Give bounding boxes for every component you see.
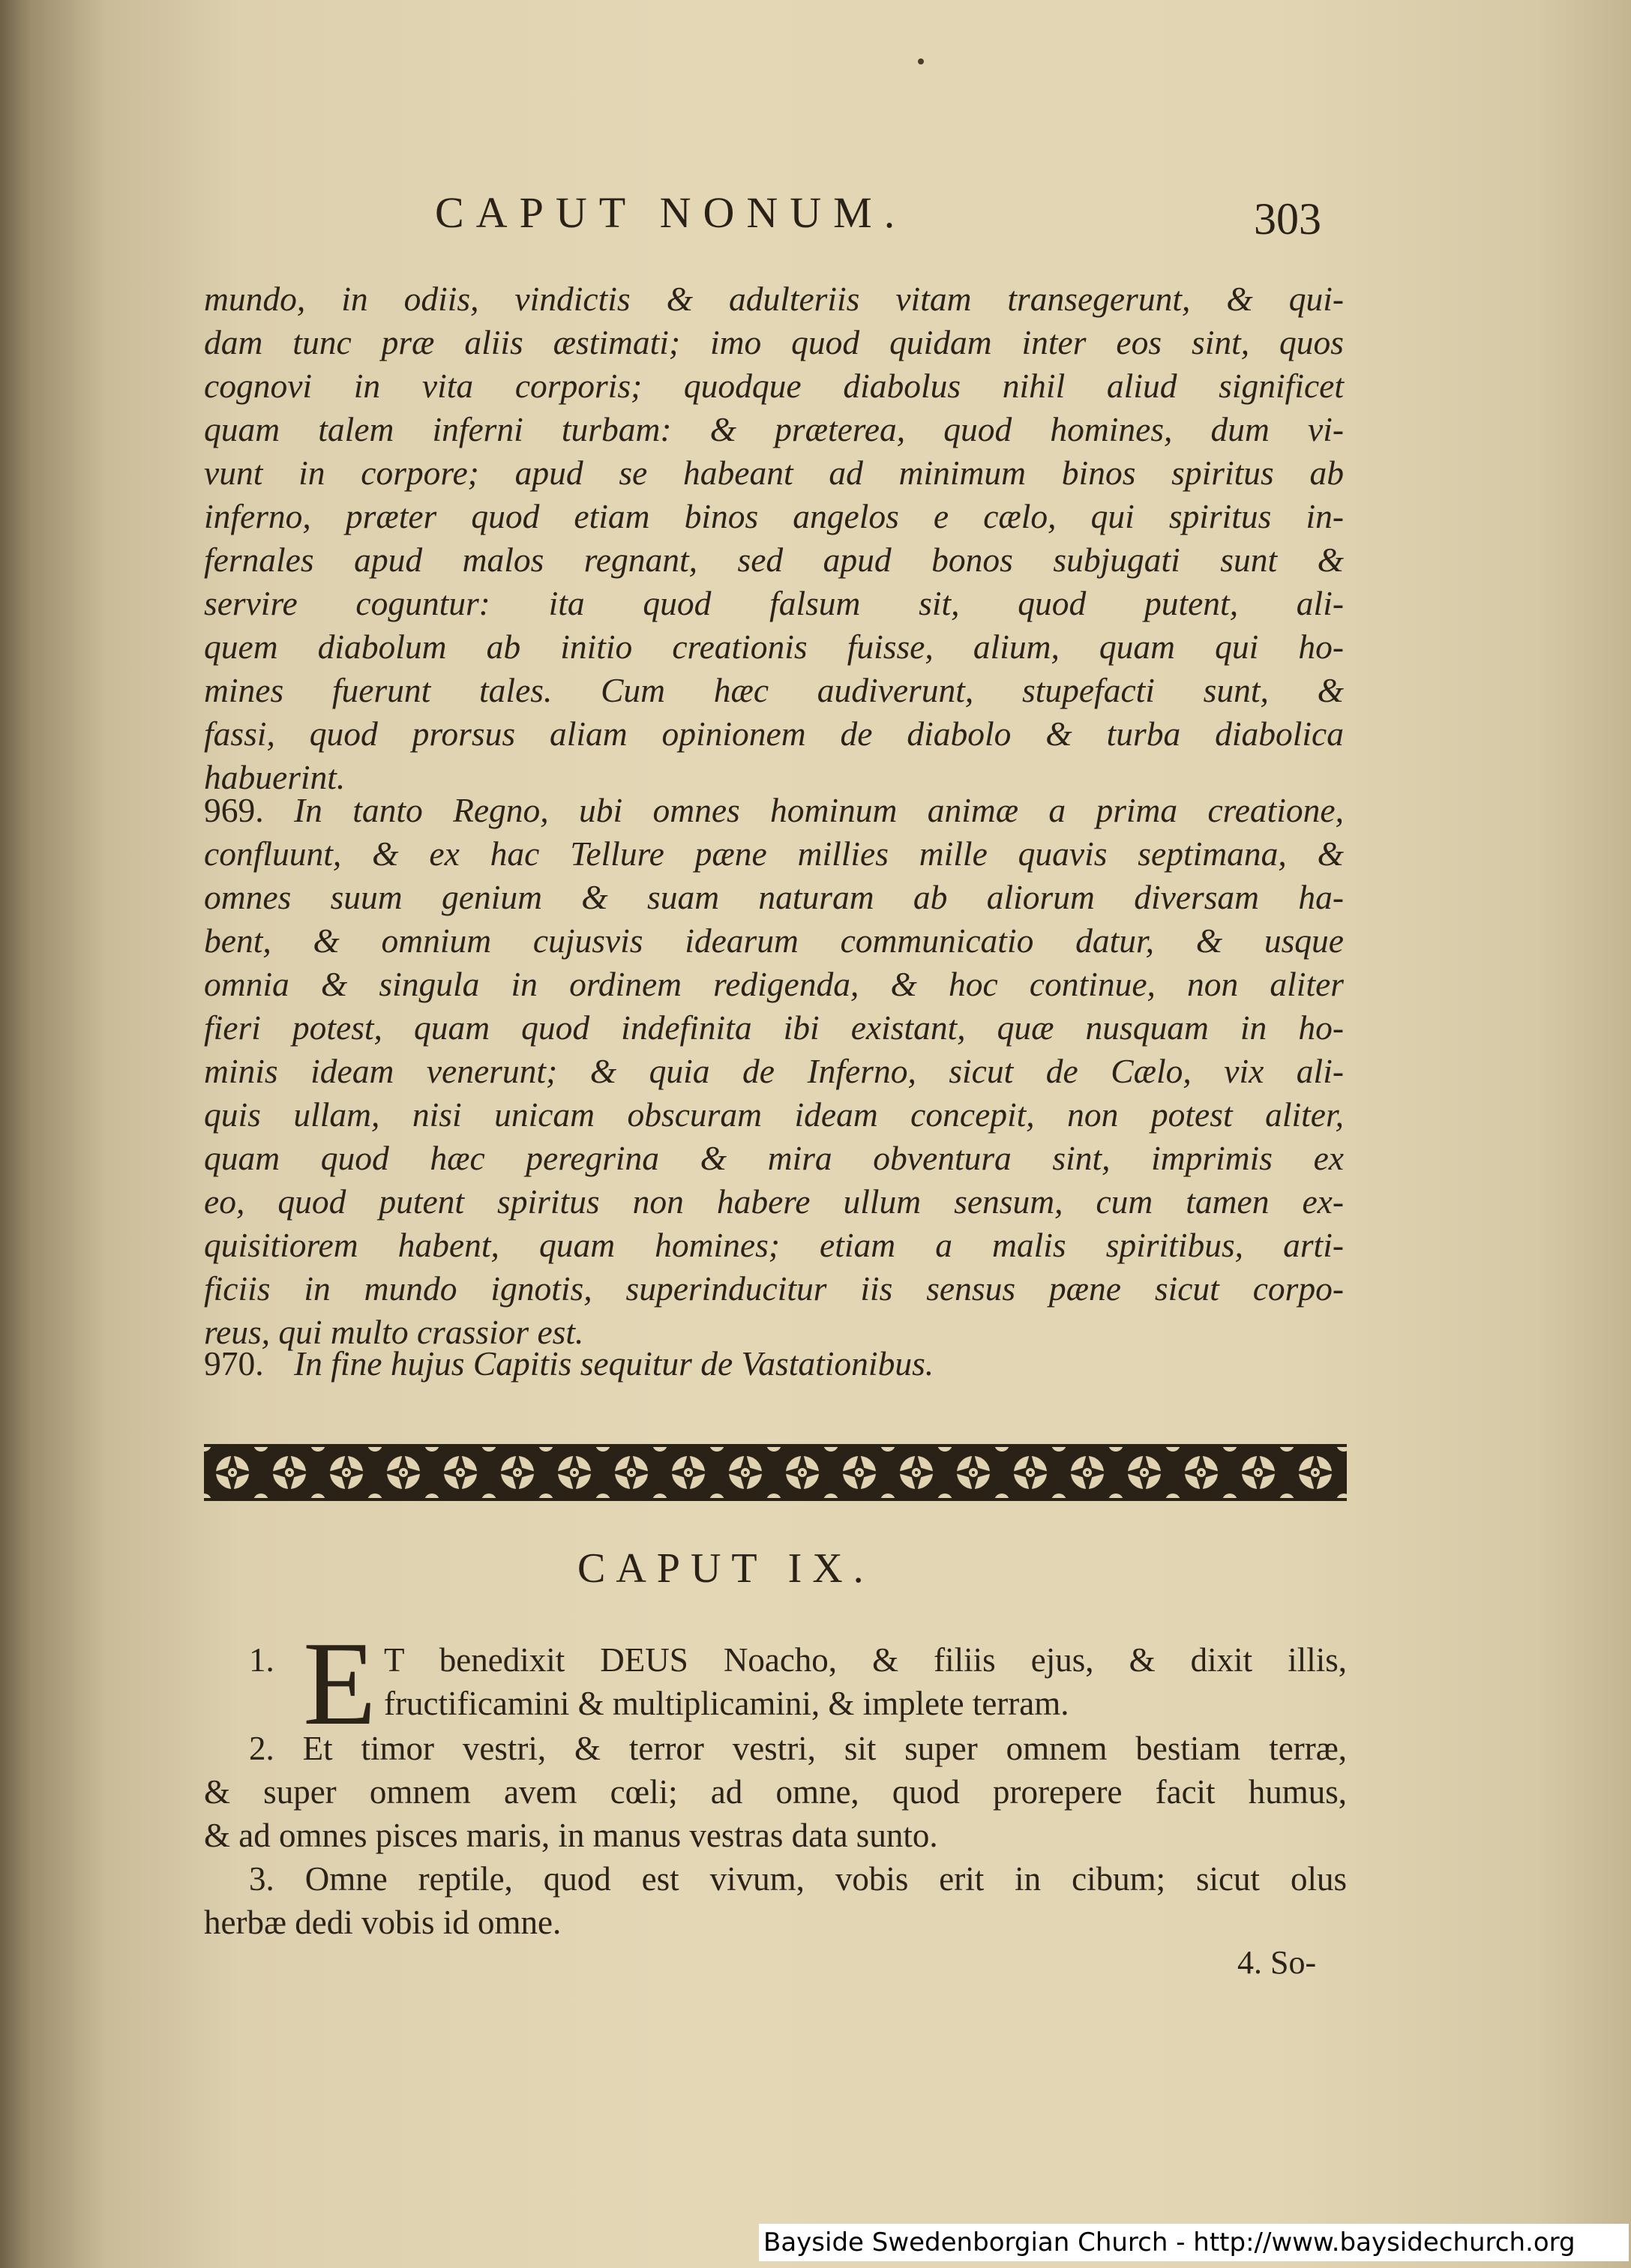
drop-cap: E [303,1616,376,1750]
text-line: reus, qui multo crassior est. [204,1313,584,1351]
text-line: quisitiorem habent, quam homines; etiam a malis spiritibus, arti- [204,1226,1344,1264]
paragraph-number: 970. [204,1344,264,1383]
text-line: 2. Et timor vestri, & terror vestri, sit super omnem bestiam terræ, [249,1730,1347,1767]
text-line: omnia & singula in ordinem redigenda, & hoc continue, non aliter [204,965,1344,1003]
text-line: omnes suum genium & suam naturam ab aliorum diversam ha- [204,878,1344,916]
paragraph-969 [204,789,1344,1354]
page-mark [918,58,924,64]
chapter-title: CAPUT IX. [577,1545,874,1592]
text-line: quam quod hæc peregrina & mira obventura sint, imprimis ex [204,1139,1344,1177]
text-line [204,1682,1347,1725]
text-line: ficiis in mundo ignotis, superinducitur iis sensus pæne sicut corpo- [204,1269,1344,1308]
text-line: vunt in corpore; apud se habeant ad minimum binos spiritus ab [204,454,1344,492]
verse-line: fructificamini & multiplicamini, & implete terram. [384,1685,1069,1722]
text-line: minis ideam venerunt; & quia de Inferno, sicut de Cælo, vix ali- [204,1052,1344,1090]
text-line: quis ullam, nisi unicam obscuram ideam concepit, non potest aliter, [204,1095,1344,1134]
text-line: fieri potest, quam quod indefinita ibi existant, quæ nusquam in ho- [204,1008,1344,1047]
text-line: mundo, in odiis, vindictis & adulteriis vitam transegerunt, & qui- [204,280,1344,318]
ornament-band [204,1444,1347,1501]
text-line: bent, & omnium cujusvis idearum communicatio datur, & usque [204,921,1344,960]
text-line: & super omnem avem cœli; ad omne, quod prorepere facit humus, [204,1773,1347,1811]
text-line: herbæ dedi vobis id omne. [204,1904,562,1941]
text-line: fassi, quod prorsus aliam opinionem de diabolo & turba diabolica [204,715,1344,753]
text-line: 3. Omne reptile, quod est vivum, vobis erit in cibum; sicut olus [249,1860,1347,1898]
text-line: confluunt, & ex hac Tellure pæne millies mille quavis septimana, & [204,834,1344,873]
text-line: eo, quod putent spiritus non habere ullum sensum, cum tamen ex- [204,1182,1344,1221]
text-line: 970. In fine hujus Capitis sequitur de Vastationibus. [204,1342,1344,1386]
text-line: fernales apud malos regnant, sed apud bonos subjugati sunt & [204,541,1344,579]
text-line: habuerint. [204,758,346,796]
text-line: inferno, præter quod etiam binos angelos e cælo, qui spiritus in- [204,497,1344,535]
page-number: 303 [1254,194,1321,244]
paragraph-number: 969. [204,791,264,829]
text-line: cognovi in vita corporis; quodque diabolus nihil aliud significet [204,367,1344,405]
verse-number: 1. [249,1641,274,1679]
text-line: servire coguntur: ita quod falsum sit, quod putent, ali- [204,584,1344,622]
verse-3 [204,1857,1347,1944]
text-line: quam talem inferni turbam: & præterea, quod homines, dum vi- [204,410,1344,448]
text-line: quem diabolum ab initio creationis fuisse, alium, quam qui ho- [204,628,1344,666]
verse-2 [204,1727,1347,1857]
running-head-title: CAPUT NONUM. [435,188,907,237]
watermark-footer: Bayside Swedenborgian Church - http://www.baysidechurch.org [759,2224,1629,2261]
text-line: & ad omnes pisces maris, in manus vestras data sunto. [204,1817,938,1854]
catchword: 4. So- [1237,1944,1317,1981]
text-line: 969. In tanto Regno, ubi omnes hominum animæ a prima creatione, [204,789,1344,832]
verse-line: T benedixit DEUS Noacho, & filiis ejus, & dixit illis, [384,1641,1347,1679]
text-line: dam tunc præ aliis æstimati; imo quod quidam inter eos sint, quos [204,323,1344,361]
continued-paragraph [204,277,1344,799]
paragraph-970 [204,1342,1344,1386]
text-line: mines fuerunt tales. Cum hæc audiverunt, stupefacti sunt, & [204,671,1344,709]
